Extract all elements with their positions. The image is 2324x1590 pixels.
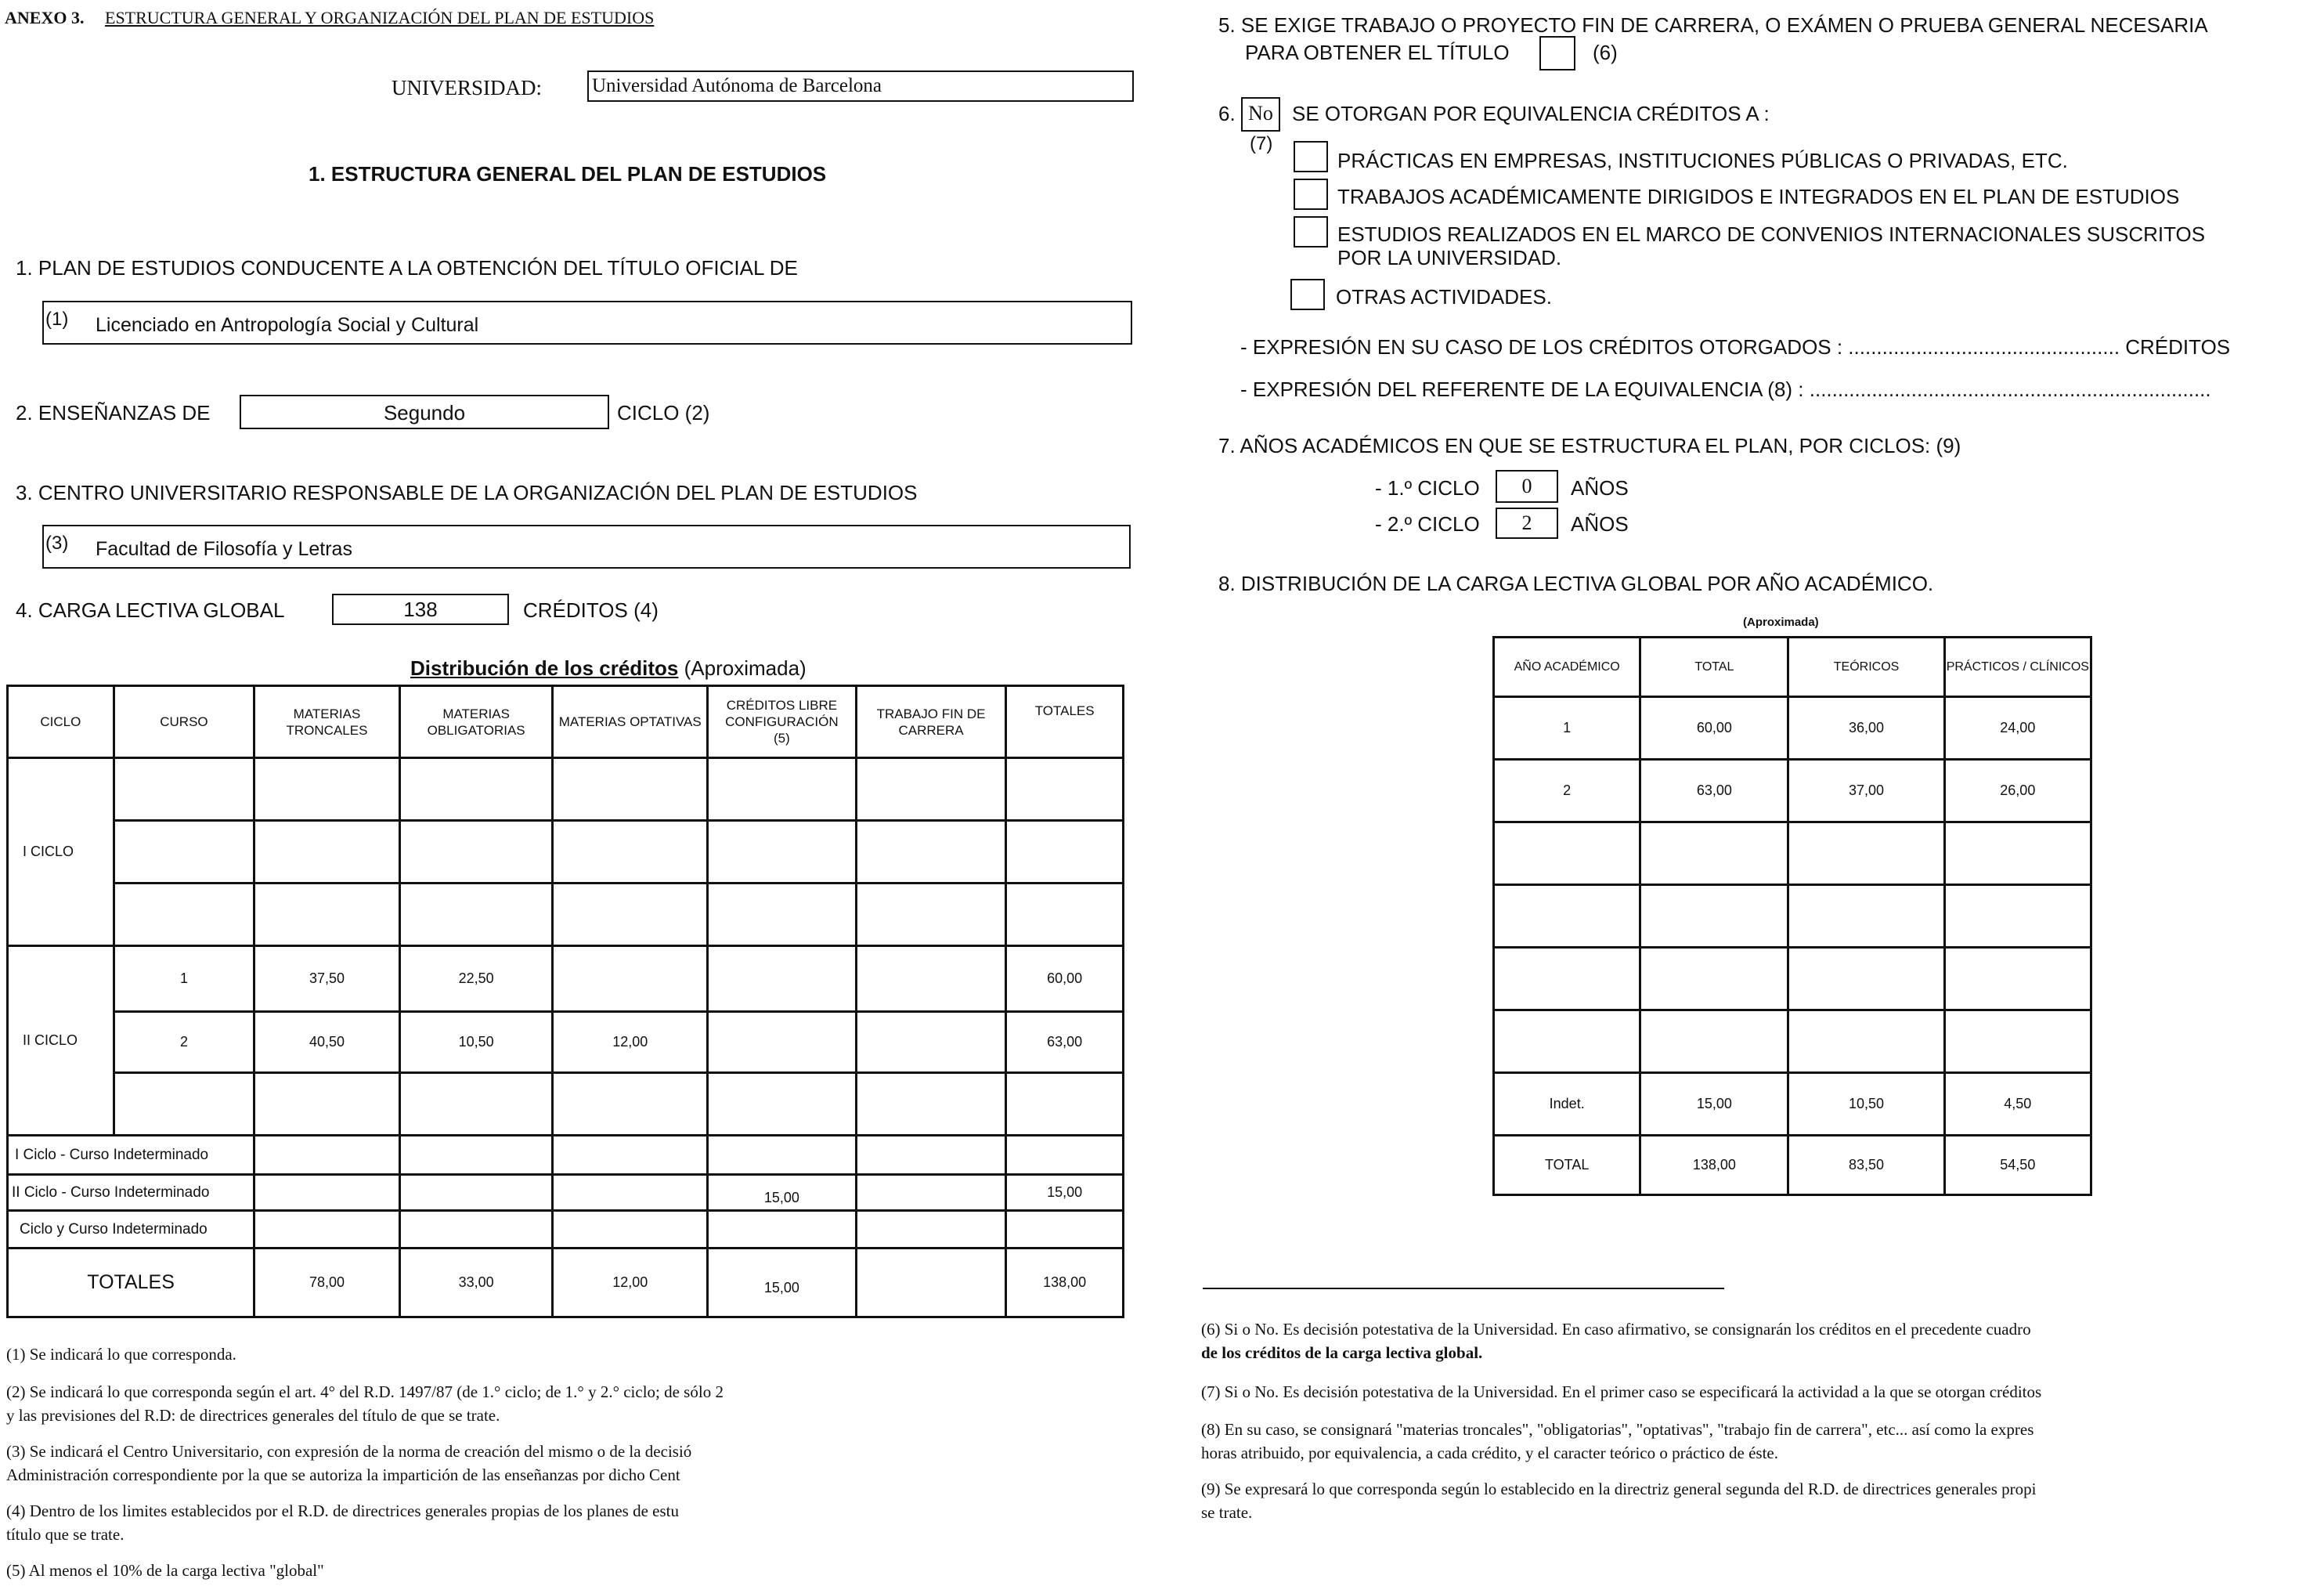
table-header-row [8, 686, 1124, 758]
q6-mark: (7) [1250, 133, 1273, 154]
year-practicos-cell [1944, 822, 2091, 885]
credits-table [6, 685, 1124, 1318]
q1-mark: (1) [45, 309, 69, 330]
table-row [8, 946, 1124, 1012]
year-total-teoricos: 83,50 [1788, 1136, 1944, 1195]
troncales-cell: 37,50 [254, 946, 400, 1012]
q7-ciclo1-label: - 1.º CICLO [1375, 476, 1480, 500]
year-row [1494, 822, 2091, 885]
header-total: TOTAL [1640, 638, 1788, 697]
left-footnote-1: (1) Se indicará lo que corresponda. [6, 1345, 236, 1364]
q7-ciclo1-unit: AÑOS [1571, 476, 1629, 500]
totales-cell [1006, 1211, 1124, 1249]
totals-totales: 138,00 [1006, 1249, 1124, 1317]
year-total-label: TOTAL [1494, 1136, 1640, 1195]
year-cell [1494, 885, 1640, 948]
year-total-cell: 60,00 [1640, 697, 1788, 760]
header-curso: CURSO [114, 686, 254, 758]
indet-label: I Ciclo - Curso Indeterminado [8, 1136, 254, 1175]
year-total-row [1494, 1136, 2091, 1195]
q8-label: 8. DISTRIBUCIÓN DE LA CARGA LECTIVA GLOBAL POR AÑO ACADÉMICO. [1218, 572, 1934, 595]
q7-ciclo2-label: - 2.º CICLO [1375, 512, 1480, 536]
q2-field: Segundo [240, 395, 609, 429]
q4-label: 4. CARGA LECTIVA GLOBAL [16, 598, 285, 622]
trabajo-cell [856, 1012, 1006, 1073]
obligatorias-cell: 22,50 [399, 946, 553, 1012]
year-teoricos-cell [1788, 885, 1944, 948]
libre-cell [707, 1136, 856, 1175]
q7-ciclo1-field: 0 [1496, 470, 1558, 503]
year-total-cell [1640, 948, 1788, 1010]
right-footnote-9-cont: se trate. [1201, 1503, 1253, 1522]
right-footnote-8-cont: horas atribuido, por equivalencia, a cada crédito, y el caracter teórico o práctico de éste. [1201, 1444, 1778, 1462]
q1-field [42, 301, 1132, 345]
right-footnote-6-cont: de los créditos de la carga lectiva global. [1201, 1343, 1483, 1362]
year-row [1494, 760, 2091, 822]
q3-value: Facultad de Filosofía y Letras [96, 538, 352, 560]
totals-troncales: 78,00 [254, 1249, 400, 1317]
year-distribution-table [1492, 636, 2092, 1196]
q3-field [42, 525, 1131, 569]
header-obligatorias: MATERIAS OBLIGATORIAS [399, 686, 553, 758]
totals-libre: 15,00 [707, 1249, 856, 1317]
year-practicos-cell: 4,50 [1944, 1073, 2091, 1136]
totales-cell [1006, 1136, 1124, 1175]
table-row [8, 1211, 1124, 1249]
credits-expression: - EXPRESIÓN EN SU CASO DE LOS CRÉDITOS OTORGADOS : ................................................ CRÉDITOS [1240, 335, 2231, 359]
totals-obligatorias: 33,00 [399, 1249, 553, 1317]
year-total-cell: 63,00 [1640, 760, 1788, 822]
indet-label: II Ciclo - Curso Indeterminado [8, 1175, 254, 1211]
header-trabajo: TRABAJO FIN DE CARRERA [856, 686, 1006, 758]
q6-label: SE OTORGAN POR EQUIVALENCIA CRÉDITOS A : [1292, 102, 1770, 125]
q4-field: 138 [332, 594, 509, 625]
footnote-divider [1203, 1288, 1724, 1289]
q2-suffix: CICLO (2) [617, 401, 710, 425]
option-convenios-label-cont: POR LA UNIVERSIDAD. [1337, 246, 1562, 269]
header-libre [707, 686, 856, 758]
option-practicas-label: PRÁCTICAS EN EMPRESAS, INSTITUCIONES PÚBLICAS O PRIVADAS, ETC. [1337, 149, 2068, 172]
annex-number: ANEXO 3. [5, 8, 85, 27]
year-total-total: 138,00 [1640, 1136, 1788, 1195]
left-footnote-2-cont: y las previsiones del R.D: de directrices generales del título de que se trate. [6, 1406, 500, 1425]
totals-trabajo [856, 1249, 1006, 1317]
option-convenios-label: ESTUDIOS REALIZADOS EN EL MARCO DE CONVENIOS INTERNACIONALES SUSCRITOS [1337, 222, 2206, 246]
q1-value: Licenciado en Antropología Social y Cultural [96, 314, 479, 336]
q6-answer-box: No [1241, 97, 1280, 132]
totals-row [8, 1249, 1124, 1317]
libre-cell [707, 1211, 856, 1249]
table-row [8, 1073, 1124, 1136]
q2-label: 2. ENSEÑANZAS DE [16, 401, 211, 425]
year-row [1494, 697, 2091, 760]
q5-note: (6) [1593, 41, 1618, 64]
year-cell: 1 [1494, 697, 1640, 760]
left-footnote-2: (2) Se indicará lo que corresponda según el art. 4° del R.D. 1497/87 (de 1.° ciclo; de 1.° y 2.° ciclo; de sólo 2 [6, 1382, 724, 1401]
totales-cell: 15,00 [1006, 1175, 1124, 1211]
left-footnote-4: (4) Dentro de los limites establecidos por el R.D. de directrices generales propias de los planes de estu [6, 1501, 679, 1520]
year-cell [1494, 822, 1640, 885]
year-teoricos-cell [1788, 822, 1944, 885]
year-practicos-cell [1944, 885, 2091, 948]
year-teoricos-cell [1788, 1010, 1944, 1073]
year-cell: 2 [1494, 760, 1640, 822]
ciclo2-label: II CICLO [8, 946, 114, 1136]
year-cell: Indet. [1494, 1073, 1640, 1136]
header-ciclo: CICLO [8, 686, 114, 758]
header-libre-label: CRÉDITOS LIBRE CONFIGURACIÓN [725, 698, 839, 729]
option-convenios-checkbox[interactable] [1294, 216, 1328, 248]
q1-label: 1. PLAN DE ESTUDIOS CONDUCENTE A LA OBTENCIÓN DEL TÍTULO OFICIAL DE [16, 256, 798, 280]
year-teoricos-cell [1788, 948, 1944, 1010]
distribution-title-suffix: (Aproximada) [678, 656, 807, 680]
q5-line1: 5. SE EXIGE TRABAJO O PROYECTO FIN DE CARRERA, O EXÁMEN O PRUEBA GENERAL NECESARIA [1218, 13, 2208, 37]
troncales-cell: 40,50 [254, 1012, 400, 1073]
curso-cell: 1 [114, 946, 254, 1012]
left-footnote-3: (3) Se indicará el Centro Universitario, con expresión de la norma de creación del mismo o de la decisió [6, 1442, 692, 1461]
q8-approx: (Aproximada) [1743, 616, 1819, 629]
curso-cell: 2 [114, 1012, 254, 1073]
year-practicos-cell [1944, 948, 2091, 1010]
ciclo1-label: I CICLO [8, 758, 114, 946]
option-otras-label: OTRAS ACTIVIDADES. [1336, 285, 1552, 309]
year-practicos-cell: 26,00 [1944, 760, 2091, 822]
year-total-cell [1640, 1010, 1788, 1073]
header-teoricos: TEÓRICOS [1788, 638, 1944, 697]
q6-number: 6. [1218, 102, 1236, 125]
totales-cell: 63,00 [1006, 1012, 1124, 1073]
year-total-cell: 15,00 [1640, 1073, 1788, 1136]
option-practicas-checkbox[interactable] [1294, 141, 1328, 172]
table-row [8, 1175, 1124, 1211]
optativas-cell: 12,00 [553, 1012, 708, 1073]
year-cell [1494, 948, 1640, 1010]
year-practicos-cell: 24,00 [1944, 697, 2091, 760]
trabajo-cell [856, 946, 1006, 1012]
totals-label: TOTALES [8, 1249, 254, 1317]
option-trabajos-label: TRABAJOS ACADÉMICAMENTE DIRIGIDOS E INTEGRADOS EN EL PLAN DE ESTUDIOS [1337, 185, 2180, 208]
header-troncales: MATERIAS TRONCALES [254, 686, 400, 758]
table-row [8, 1136, 1124, 1175]
header-ano: AÑO ACADÉMICO [1494, 638, 1640, 697]
year-row [1494, 948, 2091, 1010]
totales-cell: 60,00 [1006, 946, 1124, 1012]
university-field: Universidad Autónoma de Barcelona [587, 70, 1134, 102]
q5-line2: PARA OBTENER EL TÍTULO [1245, 41, 1510, 64]
year-teoricos-cell: 36,00 [1788, 697, 1944, 760]
totals-optativas: 12,00 [553, 1249, 708, 1317]
header-libre-note: (5) [773, 731, 790, 746]
year-teoricos-cell: 10,50 [1788, 1073, 1944, 1136]
header-optativas: MATERIAS OPTATIVAS [553, 686, 708, 758]
header-practicos: PRÁCTICOS / CLÍNICOS [1944, 638, 2091, 697]
libre-cell [707, 1012, 856, 1073]
libre-cell [707, 946, 856, 1012]
right-footnote-6: (6) Si o No. Es decisión potestativa de la Universidad. En caso afirmativo, se consignarán los créditos en el precedente cuadro [1201, 1320, 2031, 1339]
table-row [8, 884, 1124, 946]
q5-checkbox[interactable] [1539, 36, 1575, 70]
optativas-cell [553, 946, 708, 1012]
q3-label: 3. CENTRO UNIVERSITARIO RESPONSABLE DE LA ORGANIZACIÓN DEL PLAN DE ESTUDIOS [16, 481, 918, 504]
q7-label: 7. AÑOS ACADÉMICOS EN QUE SE ESTRUCTURA EL PLAN, POR CICLOS: (9) [1218, 434, 1961, 457]
year-total-cell [1640, 885, 1788, 948]
option-trabajos-checkbox[interactable] [1294, 179, 1328, 210]
q7-ciclo2-field: 2 [1496, 508, 1558, 539]
year-total-practicos: 54,50 [1944, 1136, 2091, 1195]
year-total-cell [1640, 822, 1788, 885]
year-header-row [1494, 638, 2091, 697]
q7-ciclo2-unit: AÑOS [1571, 512, 1629, 536]
equivalence-expression: - EXPRESIÓN DEL REFERENTE DE LA EQUIVALENCIA (8) : ....................................................................... [1240, 378, 2211, 401]
indet-label: Ciclo y Curso Indeterminado [8, 1211, 254, 1249]
q4-suffix: CRÉDITOS (4) [523, 598, 659, 622]
left-footnote-4-cont: título que se trate. [6, 1525, 125, 1544]
year-cell [1494, 1010, 1640, 1073]
year-row [1494, 1073, 2091, 1136]
left-footnote-5: (5) Al menos el 10% de la carga lectiva "global" [6, 1561, 324, 1580]
q3-mark: (3) [45, 533, 69, 554]
distribution-title-main: Distribución de los créditos [410, 656, 679, 680]
year-practicos-cell [1944, 1010, 2091, 1073]
obligatorias-cell: 10,50 [399, 1012, 553, 1073]
distribution-title [410, 656, 807, 681]
table-row [8, 1012, 1124, 1073]
table-row [8, 758, 1124, 821]
year-row [1494, 885, 2091, 948]
section-title: 1. ESTRUCTURA GENERAL DEL PLAN DE ESTUDIOS [309, 162, 827, 186]
right-footnote-7: (7) Si o No. Es decisión potestativa de la Universidad. En el primer caso se especificará la actividad a la que se otorgan créditos [1201, 1382, 2042, 1401]
year-teoricos-cell: 37,00 [1788, 760, 1944, 822]
right-footnote-9: (9) Se expresará lo que corresponda según lo establecido en la directriz general segunda del R.D. de directrices generales propi [1201, 1480, 2037, 1498]
header-totales: TOTALES [1006, 686, 1124, 758]
libre-cell: 15,00 [707, 1175, 856, 1211]
left-footnote-3-cont: Administración correspondiente por la que se autoriza la impartición de las enseñanzas por dicho Cent [6, 1465, 680, 1484]
university-label: UNIVERSIDAD: [392, 76, 542, 99]
option-otras-checkbox[interactable] [1290, 279, 1325, 310]
year-row [1494, 1010, 2091, 1073]
annex-title: ESTRUCTURA GENERAL Y ORGANIZACIÓN DEL PLAN DE ESTUDIOS [105, 8, 655, 27]
table-row [8, 821, 1124, 884]
right-footnote-8: (8) En su caso, se consignará "materias troncales", "obligatorias", "optativas", "trabajo fin de carrera", etc... así como la expres [1201, 1420, 2034, 1439]
